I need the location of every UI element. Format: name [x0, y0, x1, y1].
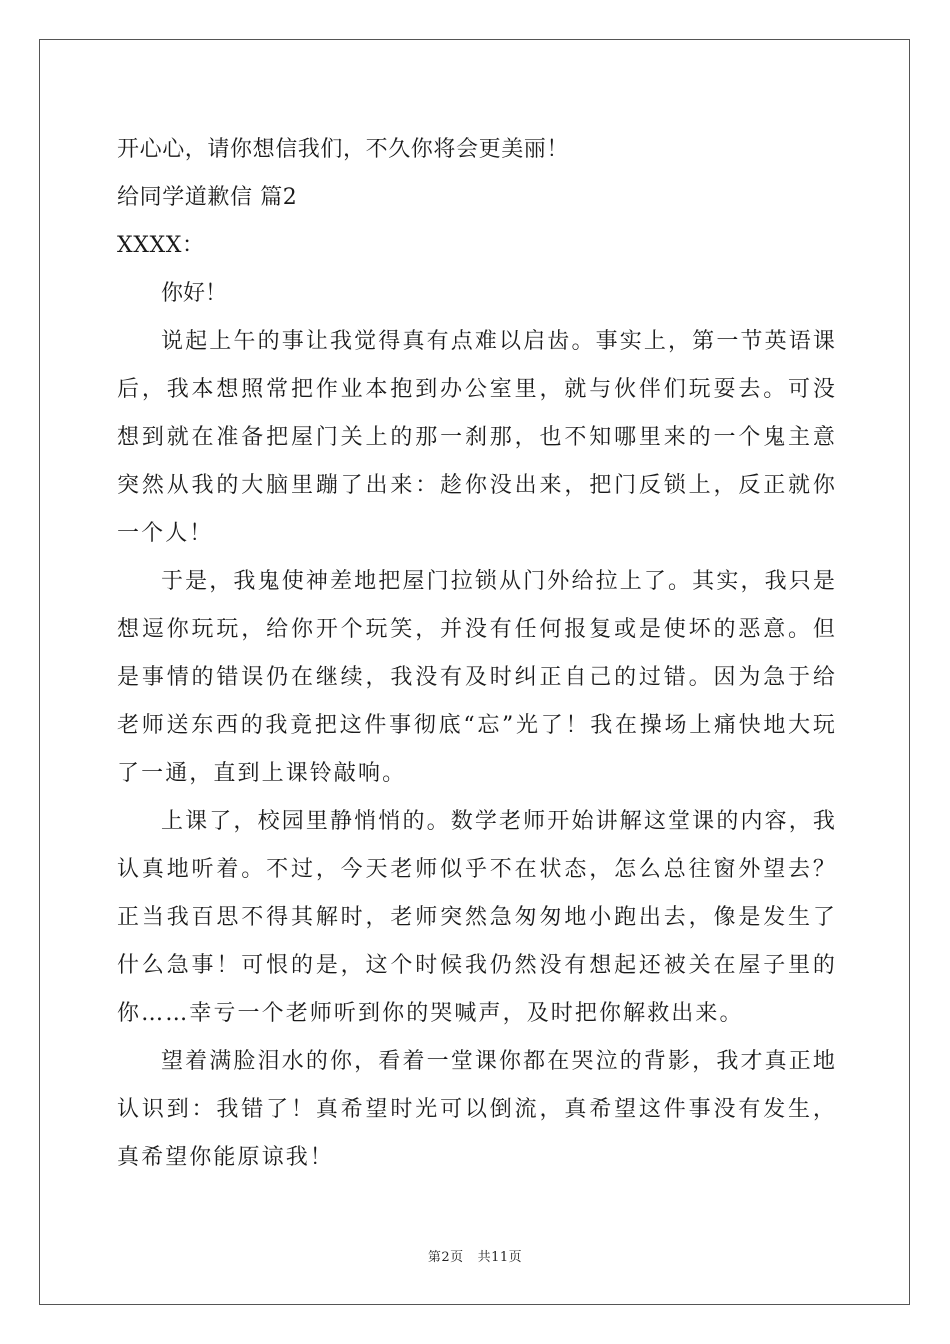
document-body	[117, 126, 837, 1182]
page-total: 共11页	[477, 1250, 523, 1265]
addressee: XXXX：	[117, 233, 205, 258]
paragraph: 说起上午的事让我觉得真有点难以启齿。事实上，第一节英语课后，我本想照常把作业本抱到办公室里，就与伙伴们玩耍去。可没想到就在准备把屋门关上的那一刹那，也不知哪里来的一个鬼主意突然从我的大脑里蹦了出来：趁你没出来，把门反锁上，反正就你一个人！	[117, 329, 837, 546]
page-footer	[0, 1246, 950, 1265]
text-line-continued: 开心心，请你想信我们，不久你将会更美丽！	[117, 137, 570, 162]
paragraph: 望着满脸泪水的你，看着一堂课你都在哭泣的背影，我才真正地认识到：我错了！真希望时光可以倒流，真希望这件事没有发生，真希望你能原谅我！	[117, 1049, 837, 1170]
paragraph: 上课了，校园里静悄悄的。数学老师开始讲解这堂课的内容，我认真地听着。不过，今天老师似乎不在状态，怎么总往窗外望去？正当我百思不得其解时，老师突然急匆匆地小跑出去，像是发生了什么急事！可恨的是，这个时候我仍然没有想起还被关在屋子里的你……幸亏一个老师听到你的哭喊声，及时把你解救出来。	[117, 809, 837, 1026]
section-title: 给同学道歉信 篇2	[117, 185, 298, 210]
paragraph: 于是，我鬼使神差地把屋门拉锁从门外给拉上了。其实，我只是想逗你玩玩，给你开个玩笑，并没有任何报复或是使坏的恶意。但是事情的错误仍在继续，我没有及时纠正自己的过错。因为急于给老师送东西的我竟把这件事彻底“忘”光了！我在操场上痛快地大玩了一通，直到上课铃敲响。	[117, 569, 837, 786]
greeting: 你好！	[161, 281, 228, 306]
page-number: 第2页	[427, 1250, 464, 1265]
